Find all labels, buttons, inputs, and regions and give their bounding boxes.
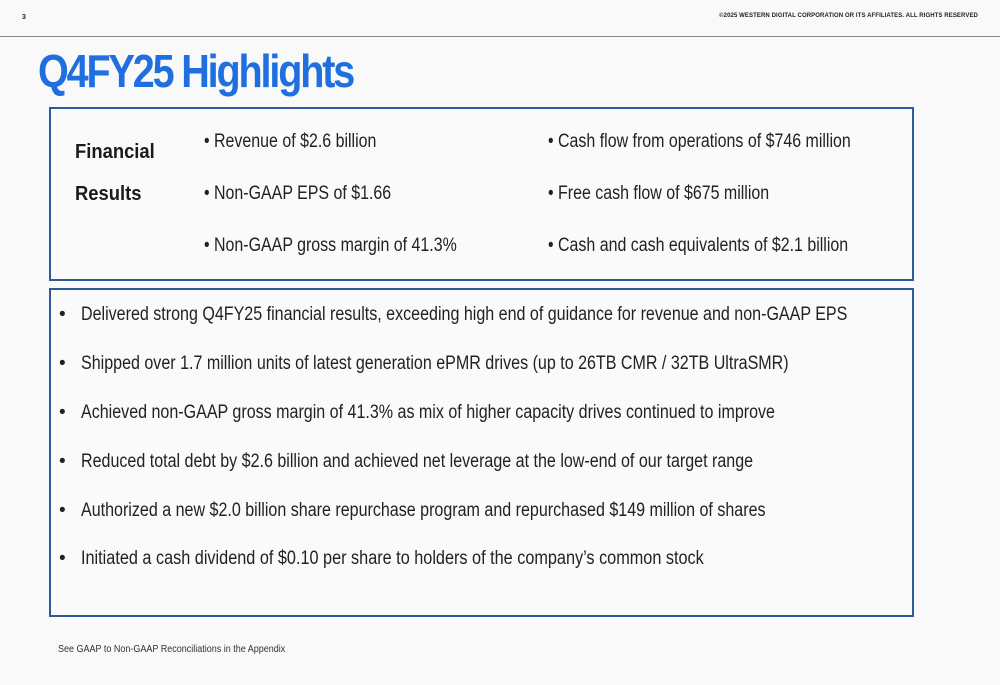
financial-results-box <box>49 107 914 281</box>
highlight-text: Reduced total debt by $2.6 billion and achieved net leverage at the low-end of our target range <box>81 451 754 472</box>
highlight-text: Shipped over 1.7 million units of latest generation ePMR drives (up to 26TB CMR / 32TB UltraSMR) <box>81 353 789 374</box>
financial-item-gross-margin: • Non-GAAP gross margin of 41.3% <box>204 235 457 256</box>
page-number: 3 <box>22 14 26 21</box>
highlight-text: Authorized a new $2.0 billion share repurchase program and repurchased $149 million of shares <box>81 500 766 521</box>
highlight-text: Delivered strong Q4FY25 financial results, exceeding high end of guidance for revenue and non-GAAP EPS <box>81 304 848 325</box>
financial-results-label-line2: Results <box>75 183 142 205</box>
highlights-box <box>49 288 914 617</box>
financial-item-revenue: • Revenue of $2.6 billion <box>204 131 377 152</box>
footnote: See GAAP to Non-GAAP Reconciliations in the Appendix <box>58 644 286 655</box>
financial-item-operating-cash-flow: • Cash flow from operations of $746 million <box>548 131 851 152</box>
bullet-marker: • <box>59 353 66 374</box>
financial-results-label <box>75 131 155 215</box>
bullet-marker: • <box>59 548 66 569</box>
bullet-marker: • <box>59 304 66 325</box>
slide-title: Q4FY25 Highlights <box>38 45 354 97</box>
financial-results-label-line1: Financial <box>75 141 155 163</box>
copyright-notice: ©2025 WESTERN DIGITAL CORPORATION OR ITS AFFILIATES. ALL RIGHTS RESERVED <box>719 13 978 19</box>
bullet-marker: • <box>59 500 66 521</box>
financial-item-free-cash-flow: • Free cash flow of $675 million <box>548 183 770 204</box>
bullet-marker: • <box>59 402 66 423</box>
financial-item-cash-equivalents: • Cash and cash equivalents of $2.1 billion <box>548 235 849 256</box>
header-divider <box>0 36 1000 37</box>
bullet-marker: • <box>59 451 66 472</box>
highlight-text: Achieved non-GAAP gross margin of 41.3% as mix of higher capacity drives continued to improve <box>81 402 775 423</box>
highlight-text: Initiated a cash dividend of $0.10 per share to holders of the company’s common stock <box>81 548 704 569</box>
financial-item-eps: • Non-GAAP EPS of $1.66 <box>204 183 392 204</box>
